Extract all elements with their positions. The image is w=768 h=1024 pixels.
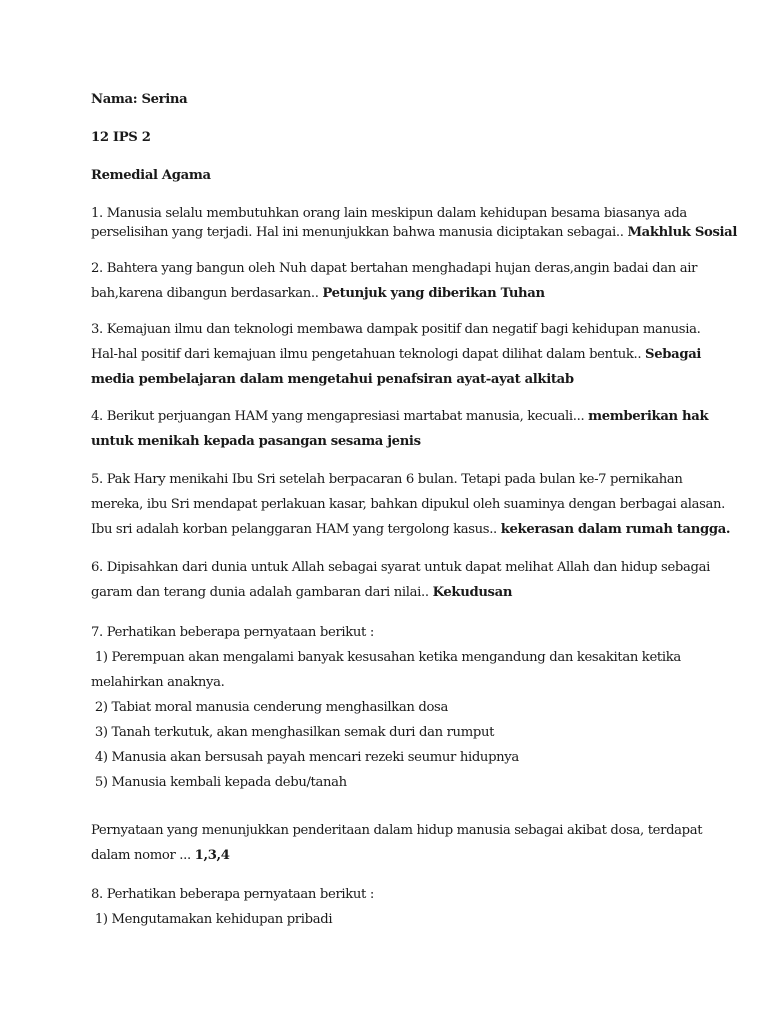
question-3 (91, 317, 701, 392)
list-item: melahirkan anaknya. (91, 675, 225, 690)
question-text: Pernyataan yang menunjukkan penderitaan dalam hidup manusia sebagai akibat dosa, terdapat (91, 823, 703, 838)
list-item: 1) Perempuan akan mengalami banyak kesusahan ketika mengandung dan kesakitan ketika (91, 650, 681, 665)
question-text (91, 342, 701, 367)
question-1 (91, 204, 737, 242)
question-text: 2. Bahtera yang bangun oleh Nuh dapat bertahan menghadapi hujan deras,angin badai dan air (91, 261, 698, 276)
list-item: 1) Mengutamakan kehidupan pribadi (91, 912, 333, 927)
question-7-prompt (91, 818, 702, 868)
question-2 (91, 256, 697, 306)
question-text: Ibu sri adalah korban pelanggaran HAM yang tergolong kasus.. (91, 522, 501, 537)
answer: Kekudusan (432, 585, 513, 600)
question-text: Hal-hal positif dari kemajuan ilmu pengetahuan teknologi dapat dilihat dalam bentuk.. (91, 347, 646, 362)
question-8 (91, 882, 374, 932)
student-name: Nama: Serina (91, 92, 188, 107)
question-4 (91, 404, 708, 454)
list-item: 4) Manusia akan bersusah payah mencari rezeki seumur hidupnya (91, 750, 519, 765)
question-5 (91, 467, 730, 542)
question-text: 1. Manusia selalu membutuhkan orang lain meskipun dalam kehidupan besama biasanya ada (91, 206, 687, 221)
question-text (91, 223, 737, 242)
answer: Petunjuk yang diberikan Tuhan (322, 286, 545, 301)
list-item: 5) Manusia kembali kepada debu/tanah (91, 775, 347, 790)
question-text (91, 281, 697, 306)
answer: memberikan hak (588, 409, 709, 424)
answer: Sebagai (645, 347, 702, 362)
question-text: 5. Pak Hary menikahi Ibu Sri setelah berpacaran 6 bulan. Tetapi pada bulan ke-7 pernikahan (91, 472, 683, 487)
question-text (91, 404, 708, 429)
list-item: 3) Tanah terkutuk, akan menghasilkan semak duri dan rumput (91, 725, 495, 740)
document-title: Remedial Agama (91, 168, 211, 183)
question-text: 7. Perhatikan beberapa pernyataan berikut : (91, 625, 374, 640)
question-text (91, 843, 702, 868)
question-7 (91, 620, 681, 795)
question-6 (91, 555, 710, 605)
list-item: 2) Tabiat moral manusia cenderung menghasilkan dosa (91, 700, 448, 715)
answer: Makhluk Sosial (627, 225, 738, 240)
question-text (91, 580, 710, 605)
question-text: 6. Dipisahkan dari dunia untuk Allah sebagai syarat untuk dapat melihat Allah dan hidup sebagai (91, 560, 710, 575)
question-text (91, 517, 730, 542)
question-text: mereka, ibu Sri mendapat perlakuan kasar, bahkan dipukul oleh suaminya dengan berbagai alasan. (91, 497, 726, 512)
question-text: 4. Berikut perjuangan HAM yang mengapresiasi martabat manusia, kecuali... (91, 409, 589, 424)
question-text: 8. Perhatikan beberapa pernyataan berikut : (91, 887, 374, 902)
question-text: bah,karena dibangun berdasarkan.. (91, 286, 323, 301)
question-text: dalam nomor ... (91, 848, 195, 863)
question-text: garam dan terang dunia adalah gambaran dari nilai.. (91, 585, 433, 600)
question-text: perselisihan yang terjadi. Hal ini menunjukkan bahwa manusia diciptakan sebagai.. (91, 225, 628, 240)
answer: media pembelajaran dalam mengetahui penafsiran ayat-ayat alkitab (91, 372, 574, 387)
answer: 1,3,4 (194, 848, 230, 863)
answer: kekerasan dalam rumah tangga. (500, 522, 731, 537)
question-text: 3. Kemajuan ilmu dan teknologi membawa dampak positif dan negatif bagi kehidupan manusia. (91, 322, 701, 337)
student-class: 12 IPS 2 (91, 130, 151, 145)
answer: untuk menikah kepada pasangan sesama jenis (91, 434, 421, 449)
